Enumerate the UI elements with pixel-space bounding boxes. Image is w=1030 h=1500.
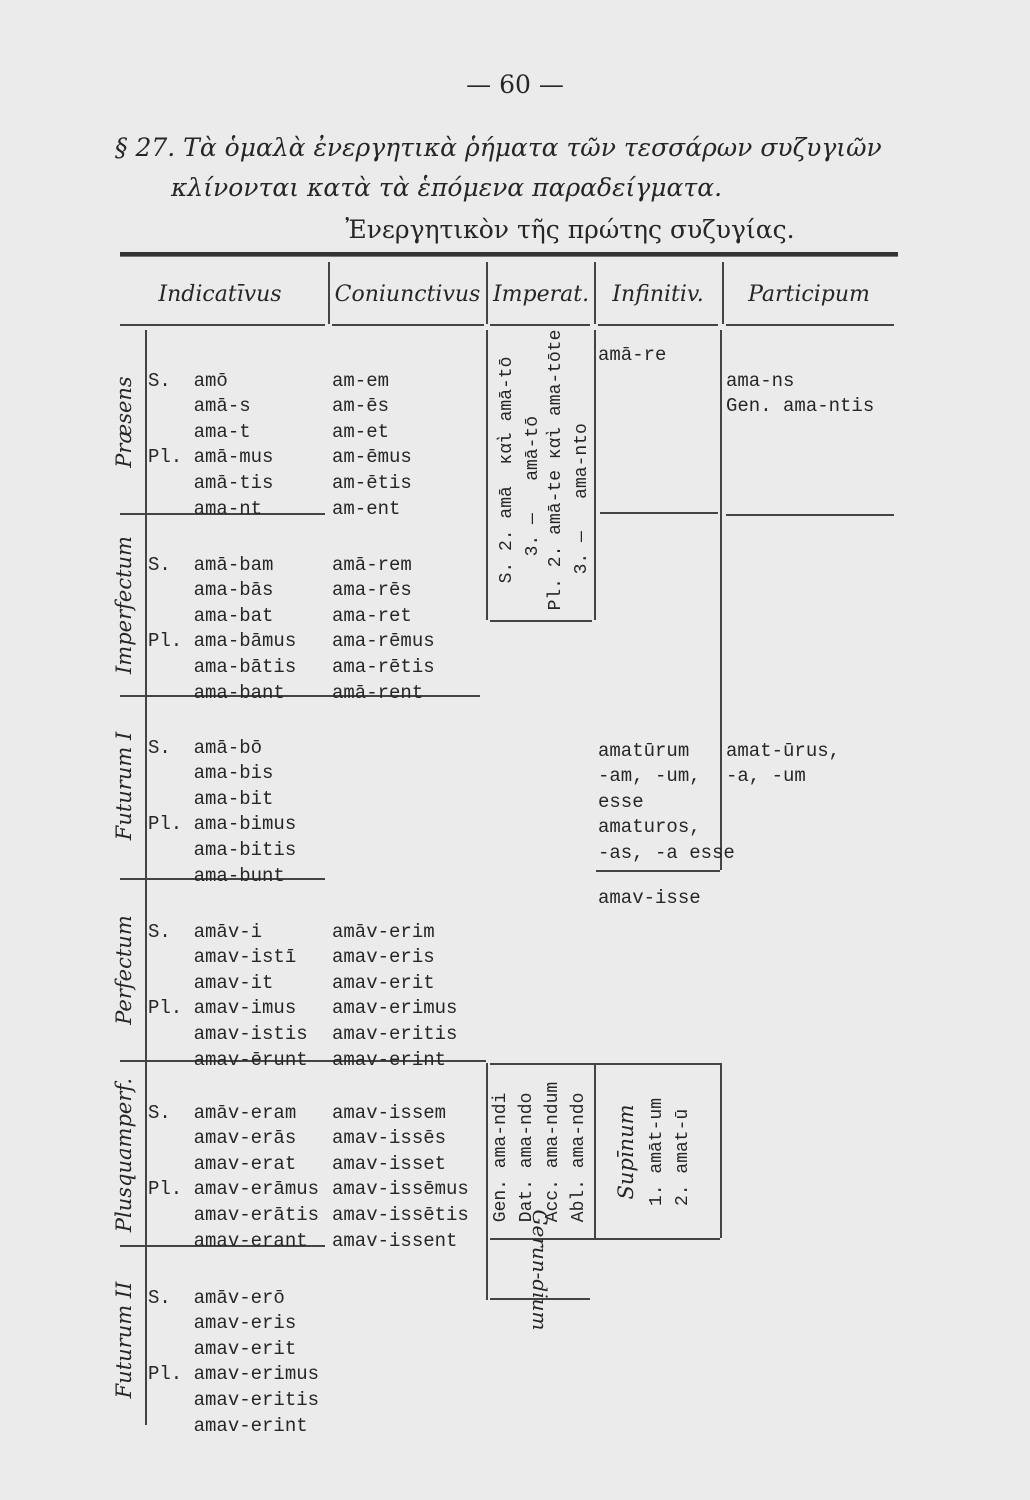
section-title [115,128,935,208]
indicative-form: ama-bātis [148,655,297,678]
indicative-form: ama-bitis [148,838,297,861]
participle-form: -a, -um [726,765,806,788]
indicative-form: Pl. amā-mus [148,446,274,469]
tense-label-imperfectum: Imperfectum [112,536,136,674]
subjunctive-form: am-ētis [332,471,412,494]
participle-futurum [726,713,840,815]
header-subjunctive: Coniunctivus [334,282,481,307]
subjunctive-form: amav-issem [332,1101,447,1124]
indicative-form: amav-ērunt [148,1048,308,1071]
col-divider [328,262,330,324]
indicative-block-perfectum [148,894,308,1099]
col-divider [486,262,488,324]
subjunctive-form: am-em [332,369,390,392]
indicative-form: amā-tis [148,471,274,494]
indicative-form: ama-t [148,420,251,443]
subjunctive-block-imperfectum [332,527,435,732]
supine-forms [618,1098,722,1206]
subjunctive-block-praesens [332,343,412,548]
indicative-form: amav-erit [148,1337,297,1360]
subjunctive-form: amav-erit [332,971,435,994]
col-divider [722,262,724,324]
gerund-form: Acc. ama-ndum [543,1081,563,1223]
indicative-form: S. amā-bō [148,736,263,759]
subjunctive-form: ama-ret [332,604,412,627]
infinitive-form: amaturos, [598,816,701,839]
subjunctive-form: amav-erimus [332,997,458,1020]
supine-form: 2. amat-ū [673,1108,693,1207]
imperative-singular [494,357,546,584]
indicative-form: amav-erint [148,1414,308,1437]
row-divider [726,514,894,516]
indicative-form: Pl. amav-erimus [148,1363,320,1386]
indicative-form: ama-bis [148,762,274,785]
indicative-form: amav-istī [148,946,297,969]
subjunctive-form: amav-eritis [332,1022,458,1045]
conjugation-subtitle: Ἐνεργητικὸν τῆς πρώτης συζυγίας. [345,215,795,244]
indicative-form: amav-istis [148,1022,308,1045]
row-divider [600,512,718,514]
subjunctive-form: ama-rētis [332,655,435,678]
subjunctive-form: amāv-erim [332,920,435,943]
header-imperative: Imperat. [492,282,590,307]
subjunctive-form: amav-issent [332,1229,458,1252]
infinitive-praesens [598,343,666,369]
indicative-form: Pl. amav-erāmus [148,1178,320,1201]
indicative-form: S. amā-bam [148,553,274,576]
indicative-block-futurum-2 [148,1260,319,1465]
subjunctive-block-plusquamperfectum [332,1075,469,1280]
indicative-form: ama-bat [148,604,274,627]
imperative-form: Pl. 2. amā-te καὶ ama-tōte [546,329,566,611]
indicative-form: amav-erātis [148,1203,320,1226]
imperative-form: S. 2. amā καὶ amā-tō [497,356,517,584]
infinitive-futurum [598,713,735,892]
indicative-form: ama-bās [148,579,274,602]
infinitive-form: -as, -a esse [598,841,735,864]
imperative-form: 3. — amā-tō [523,415,543,557]
col-divider [594,262,596,324]
header-indicative: Indicatīvus [158,282,282,307]
indicative-form: ama-nt [148,497,263,520]
gerund-label: Gerun-dium [528,1209,552,1331]
infinitive-form: esse [598,790,644,813]
supine-label: Supīnum [614,1104,638,1200]
infinitive-form: amā-re [598,344,667,366]
imperative-form: 3. — ama-nto [572,423,592,575]
section-title-line2: κλίνονται κατὰ τὰ ἑπόμενα παραδείγματα. [171,173,723,202]
indicative-block-imperfectum [148,527,296,732]
indicative-form: ama-bunt [148,864,285,887]
gerund-forms [462,1082,618,1222]
indicative-form: S. amāv-eram [148,1101,297,1124]
infinitive-form: amav-isse [598,887,701,909]
tense-label-praesens: Præsens [112,376,136,468]
supine-form: 1. amāt-um [647,1097,667,1207]
indicative-form: amav-erat [148,1152,297,1175]
subjunctive-form: amav-isset [332,1152,447,1175]
subjunctive-form: amav-issēs [332,1127,447,1150]
indicative-form: ama-bant [148,681,285,704]
subjunctive-form: amav-eris [332,946,435,969]
header-underline [726,324,894,326]
subjunctive-form: ama-rēs [332,579,412,602]
header-rule [120,252,898,257]
header-underline [120,324,325,326]
indicative-form: amav-eris [148,1312,297,1335]
page-number: — 60 — [466,70,564,99]
subjunctive-form: am-ent [332,497,401,520]
imperative-bottom [490,620,592,622]
indicative-form: S. amāv-i [148,920,263,943]
participle-form: Gen. ama-ntis [726,395,875,418]
participle-praesens [726,343,874,445]
tense-label-plusquamperfectum: Plusquamperf. [112,1077,136,1233]
indicative-form: amav-it [148,971,274,994]
subjunctive-form: am-ēs [332,395,390,418]
gerund-top [490,1063,720,1065]
indicative-form: Pl. ama-bāmus [148,630,297,653]
imperative-plural [543,330,595,611]
subjunctive-form: amav-issēmus [332,1178,469,1201]
indicative-form: amav-erant [148,1229,308,1252]
indicative-form: ama-bit [148,787,274,810]
infinitive-form: amatūrum [598,739,690,762]
gerund-form: Gen. ama-ndi [491,1092,511,1223]
subjunctive-form: amā-rent [332,681,424,704]
indicative-form: amav-eritis [148,1388,320,1411]
subjunctive-form: amā-rem [332,553,412,576]
indicative-form: S. amāv-erō [148,1286,285,1309]
indicative-form: amā-s [148,395,251,418]
infinitive-perfectum [598,886,701,912]
tense-label-futurum-1: Futurum I [112,731,136,841]
header-underline [490,324,590,326]
gerund-bottom [490,1238,720,1240]
imperative-left-border [486,330,488,620]
tense-label-perfectum: Perfectum [112,915,136,1025]
subjunctive-form: amav-issētis [332,1203,469,1226]
header-underline [332,324,484,326]
participle-form: ama-ns [726,369,795,392]
indicative-form: S. amō [148,369,228,392]
indicative-block-praesens [148,343,273,548]
subjunctive-form: am-et [332,420,390,443]
participle-form: amat-ūrus, [726,739,841,762]
tense-label-futurum-2: Futurum II [112,1281,136,1399]
indicative-form: Pl. amav-imus [148,997,297,1020]
gerund-form: Dat. ama-ndo [517,1092,537,1223]
section-title-line1: § 27. Τὰ ὁμαλὰ ἐνεργητικὰ ῥήματα τῶν τεσσάρων συζυγιῶν [115,133,882,162]
indicative-block-plusquamperfectum [148,1075,319,1280]
header-underline [598,324,718,326]
indicative-block-futurum-1 [148,710,296,915]
subjunctive-form: am-ēmus [332,446,412,469]
infinitive-form: -am, -um, [598,765,701,788]
subjunctive-form: ama-rēmus [332,630,435,653]
indicative-form: amav-erās [148,1127,297,1150]
indicative-form: Pl. ama-bimus [148,813,297,836]
header-infinitive: Infinitiv. [612,282,704,307]
gerund-form: Abl. ama-ndo [569,1092,589,1223]
subjunctive-form: amav-erint [332,1048,447,1071]
subjunctive-block-perfectum [332,894,457,1099]
header-participle: Participum [748,282,870,307]
